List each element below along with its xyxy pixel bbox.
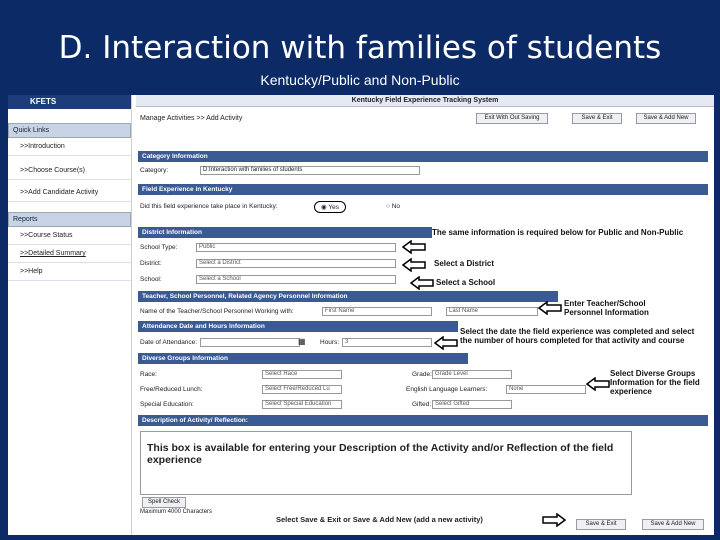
attendance-header: Attendance Date and Hours Information (138, 321, 458, 332)
school-label: School: (140, 276, 162, 283)
no-label: No (391, 203, 401, 210)
slide-subtitle: Kentucky/Public and Non-Public (260, 72, 460, 88)
breadcrumb: Manage Activities >> Add Activity (140, 115, 243, 122)
district-select[interactable]: Select a District (196, 259, 396, 268)
school-type-select[interactable]: Public (196, 243, 396, 252)
sidebar (8, 95, 132, 535)
diverse-header: Diverse Groups Information (138, 353, 468, 364)
sidebar-link-add-activity[interactable]: >>Add Candidate Activity (8, 184, 131, 202)
race-select[interactable]: Select Race (262, 370, 342, 379)
app-logo: KFETS (8, 95, 131, 109)
last-name-input[interactable]: Last Name (446, 307, 538, 316)
arrow-icon (434, 336, 458, 350)
grade-select[interactable]: Grade Level (432, 370, 512, 379)
gifted-select[interactable]: Select Gifted (432, 400, 512, 409)
footer-instruction: Select Save & Exit or Save & Add New (add a new activity) (276, 515, 483, 524)
toolbar (136, 107, 714, 129)
date-label: Date of Attendance: (140, 339, 198, 346)
personnel-label: Name of the Teacher/School Personnel Working with: (140, 308, 294, 315)
ell-select[interactable]: None (506, 385, 586, 394)
footer-save-add-new-button[interactable]: Save & Add New (642, 519, 704, 530)
school-select[interactable]: Select a School (196, 275, 396, 284)
callout-school: Select a School (436, 278, 496, 287)
sidebar-link-choose-course[interactable]: >>Choose Course(s) (8, 162, 131, 180)
callout-teacher: Enter Teacher/School Personnel Information (564, 299, 684, 317)
personnel-header: Teacher, School Personnel, Related Agency Personnel Information (138, 291, 558, 302)
hours-label: Hours: (320, 339, 340, 346)
sped-select[interactable]: Select Special Education (262, 400, 342, 409)
school-type-label: School Type: (140, 244, 178, 251)
arrow-icon (586, 377, 610, 391)
grade-label: Grade: (412, 371, 432, 378)
callout-date: Select the date the field experience was completed and select the number of hours completed for that activity and course (460, 327, 708, 345)
arrow-icon (538, 301, 562, 315)
category-header: Category Information (138, 151, 708, 162)
yes-label: Yes (328, 204, 339, 211)
district-label: District: (140, 260, 162, 267)
exit-without-saving-button[interactable]: Exit With Out Saving (476, 113, 548, 124)
slide-title: D. Interaction with families of students (58, 30, 662, 66)
arrow-icon (402, 258, 426, 272)
sped-label: Special Education: (140, 401, 194, 408)
app-screenshot (8, 95, 714, 535)
footer-save-exit-button[interactable]: Save & Exit (576, 519, 626, 530)
arrow-icon (402, 240, 426, 254)
save-add-new-button[interactable]: Save & Add New (636, 113, 696, 124)
reports-header: Reports (8, 212, 131, 227)
kentucky-header: Field Experience in Kentucky (138, 184, 708, 195)
race-label: Race: (140, 371, 157, 378)
description-textarea[interactable]: This box is available for entering your Description of the Activity and/or Reflection of the field experience (140, 431, 632, 495)
kentucky-question: Did this field experience take place in Kentucky: (140, 203, 278, 210)
hours-select[interactable]: 3 (342, 338, 432, 347)
max-characters-note: Maximum 4000 Characters (140, 509, 213, 515)
district-header: District Information (138, 227, 432, 238)
callout-district: Select a District (434, 259, 495, 268)
category-label: Category: (140, 167, 169, 174)
first-name-input[interactable]: First Name (322, 307, 432, 316)
arrow-right-icon (542, 513, 566, 527)
category-select[interactable]: D:Interaction with families of students (200, 166, 420, 175)
quick-links-header: Quick Links (8, 123, 131, 138)
save-exit-button[interactable]: Save & Exit (572, 113, 622, 124)
arrow-icon (410, 276, 434, 290)
kentucky-no-radio[interactable]: ○ No (386, 203, 401, 210)
gifted-label: Gifted: (412, 401, 432, 408)
callout-same-info: The same information is required below for Public and Non-Public (432, 228, 714, 237)
sidebar-link-help[interactable]: >>Help (8, 263, 131, 281)
date-input[interactable] (200, 338, 300, 347)
app-title: Kentucky Field Experience Tracking System (136, 95, 714, 107)
lunch-select[interactable]: Select Free/Reduced Lu (262, 385, 342, 394)
sidebar-link-detailed-summary[interactable]: >>Detailed Summary (8, 245, 131, 263)
sidebar-link-introduction[interactable]: >>Introduction (8, 138, 131, 156)
calendar-icon[interactable]: ▦ (298, 337, 306, 346)
sidebar-link-course-status[interactable]: >>Course Status (8, 227, 131, 245)
kentucky-yes-radio[interactable]: ◉ Yes (314, 201, 346, 213)
lunch-label: Free/Reduced Lunch: (140, 386, 203, 393)
ell-label: English Language Learners: (406, 386, 488, 393)
description-header: Description of Activity/ Reflection: (138, 415, 708, 426)
spell-check-button[interactable]: Spell Check (142, 497, 186, 508)
callout-diverse: Select Diverse Groups Information for the field experience (610, 369, 712, 396)
